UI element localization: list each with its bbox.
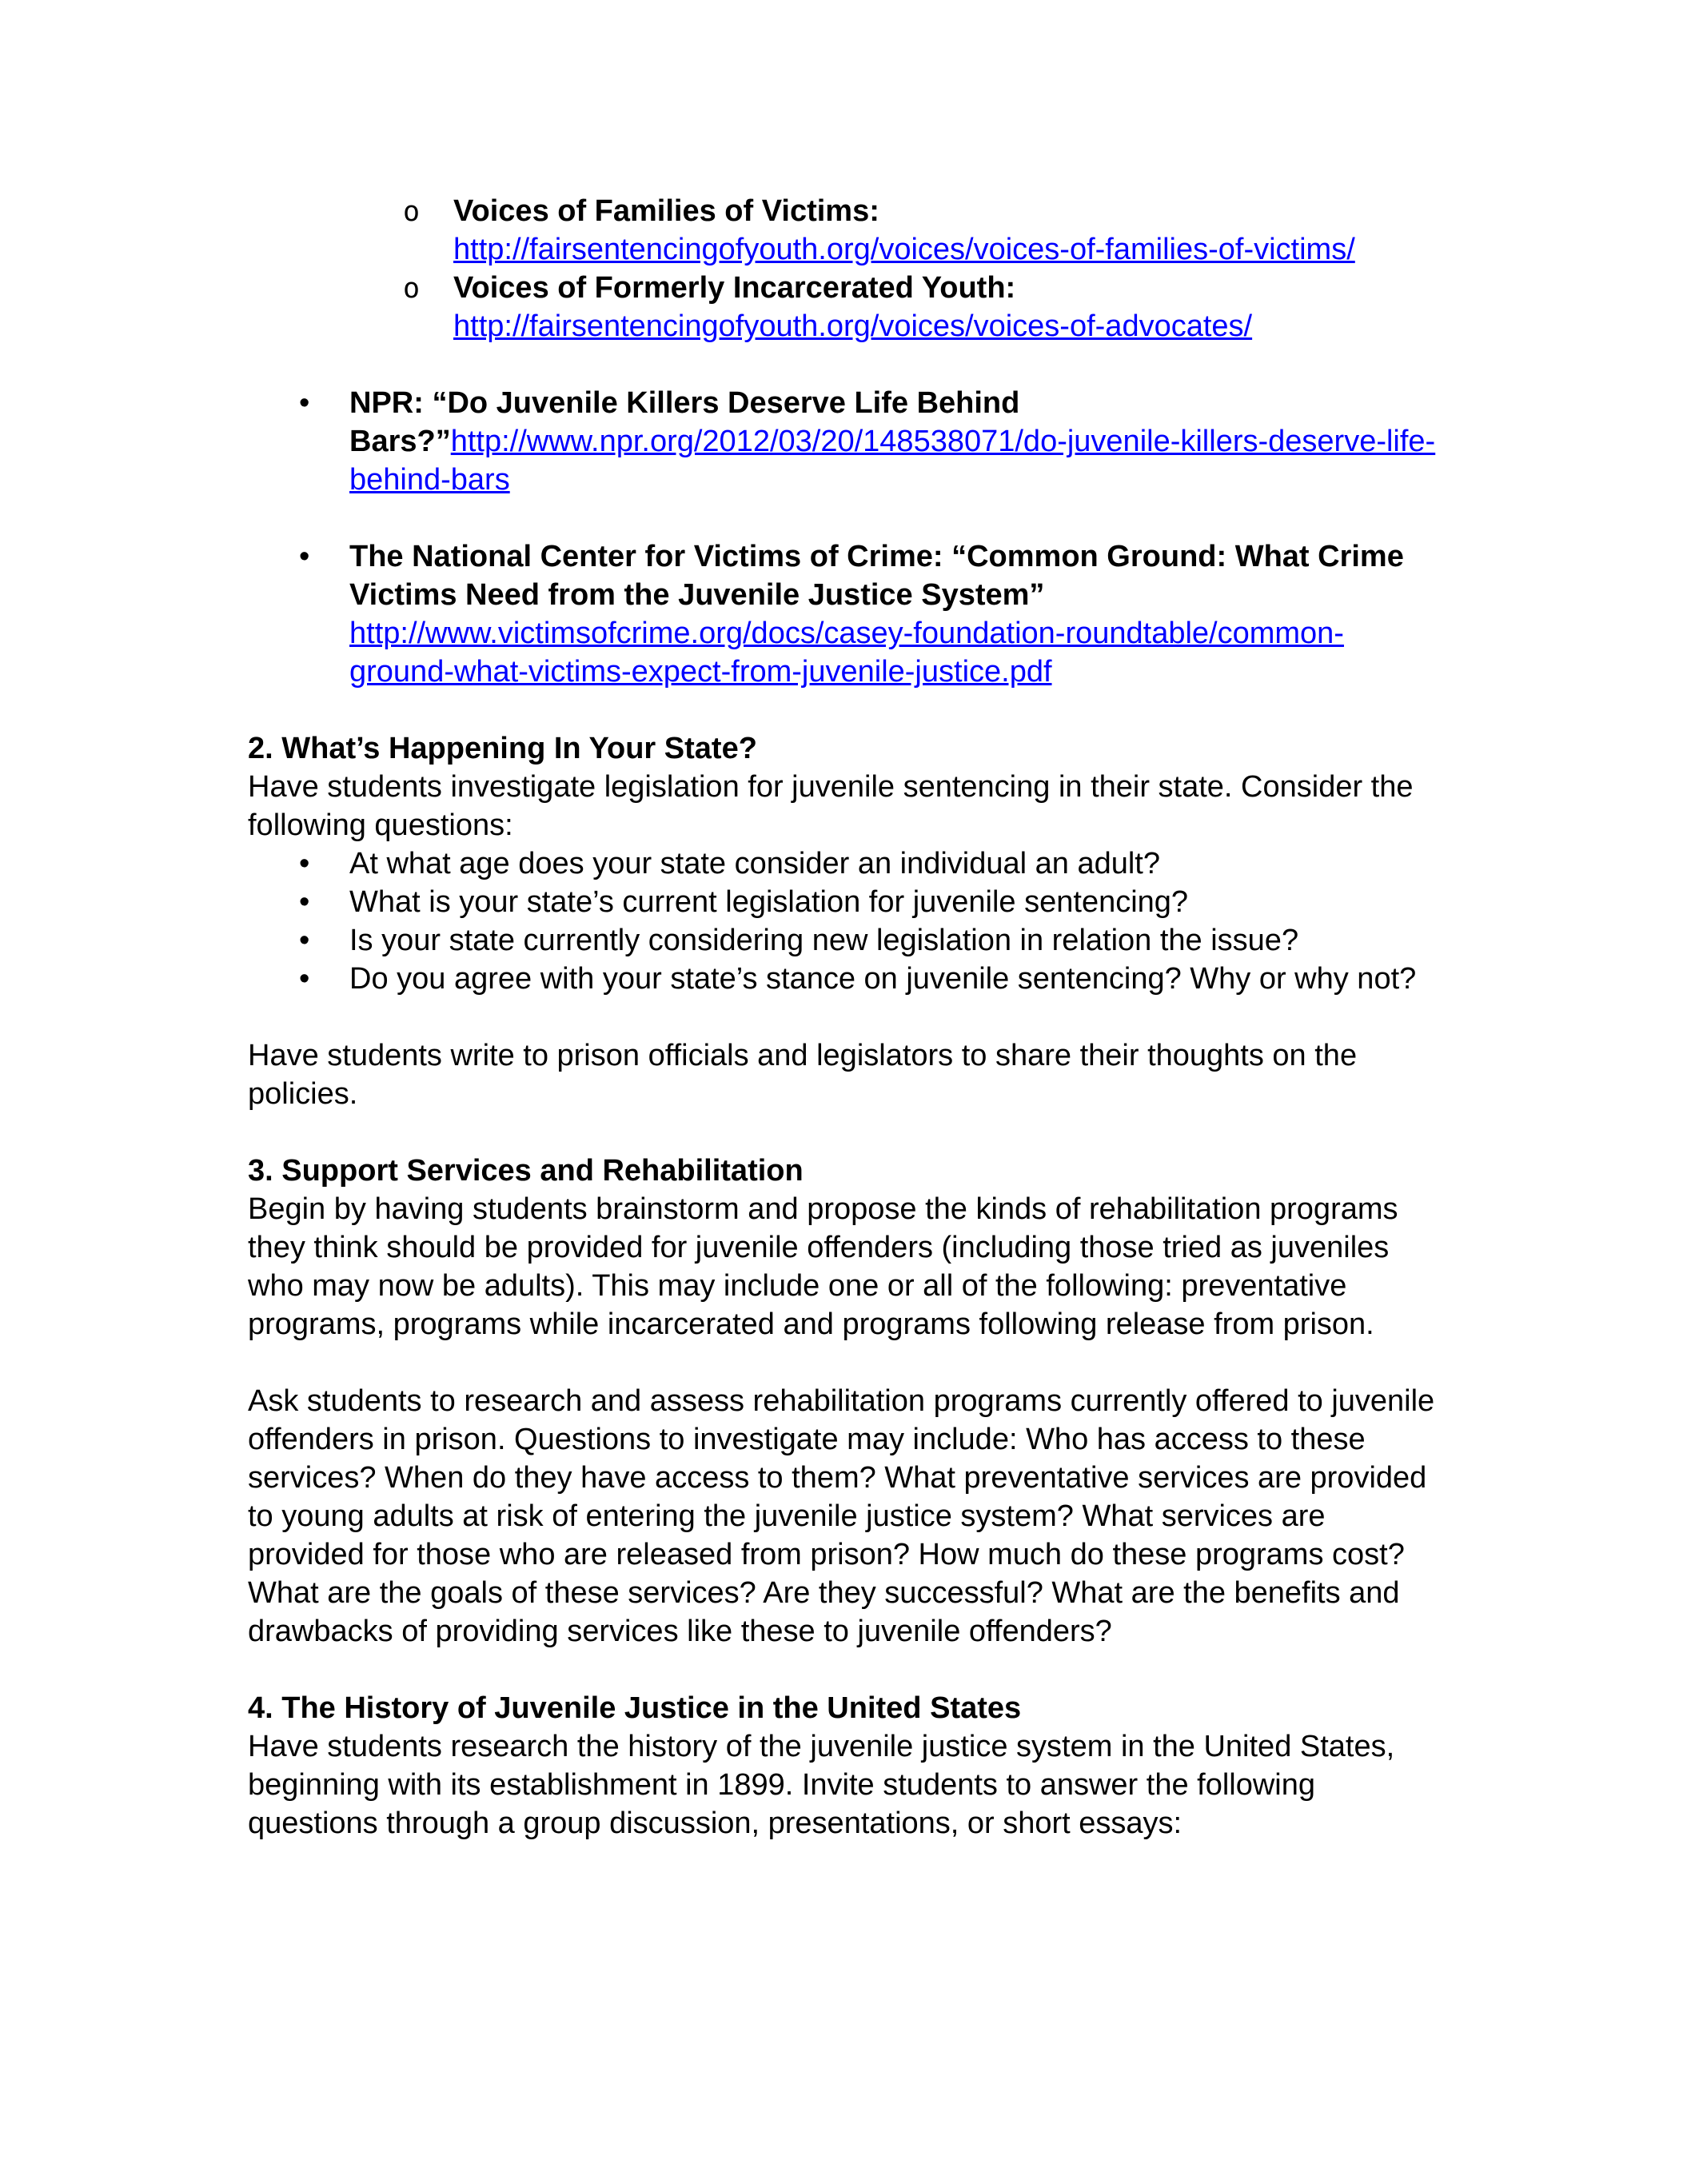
resource-link[interactable]: http://fairsentencingofyouth.org/voices/voices-of-advocates/ xyxy=(453,309,1253,343)
list-item-question xyxy=(248,883,1439,921)
resource-label: Voices of Families of Victims: xyxy=(453,194,879,228)
circle-bullet-marker: o xyxy=(403,196,421,228)
resource-label: The National Center for Victims of Crime: “Common Ground: What Crime Victims Need from the Juvenile Justice System” xyxy=(349,540,1404,612)
resource-label: NPR: “Do Juvenile Killers Deserve Life Behind Bars?” xyxy=(349,386,1020,458)
bullet-marker: • xyxy=(299,386,310,420)
question-text: At what age does your state consider an individual an adult? xyxy=(349,847,1160,880)
question-text: Is your state currently considering new legislation in relation the issue? xyxy=(349,924,1299,957)
section-heading: 2. What’s Happening In Your State? xyxy=(248,732,757,765)
resource-link[interactable]: http://www.npr.org/2012/03/20/148538071/do-juvenile-killers-deserve-life-behind-bars xyxy=(349,425,1436,497)
bullet-marker: • xyxy=(299,847,310,880)
list-item-bullet xyxy=(248,384,1439,499)
bullet-marker: • xyxy=(299,962,310,996)
section-heading: 4. The History of Juvenile Justice in the United States xyxy=(248,1691,1022,1725)
question-text: Do you agree with your state’s stance on juvenile sentencing? Why or why not? xyxy=(349,962,1417,996)
list-item-sub-bullet xyxy=(248,192,1439,269)
circle-bullet-marker: o xyxy=(403,273,421,305)
list-item-sub-bullet xyxy=(248,269,1439,345)
resource-label: Voices of Formerly Incarcerated Youth: xyxy=(453,271,1016,305)
list-item-bullet xyxy=(248,537,1439,691)
list-item-question xyxy=(248,844,1439,883)
section-heading: 3. Support Services and Rehabilitation xyxy=(248,1154,804,1188)
bullet-marker: • xyxy=(299,885,310,919)
list-item-question xyxy=(248,921,1439,960)
resource-link[interactable]: http://fairsentencingofyouth.org/voices/voices-of-families-of-victims/ xyxy=(453,233,1355,266)
bullet-marker: • xyxy=(299,924,310,957)
paragraph: Ask students to research and assess rehabilitation programs currently offered to juvenile offenders in prison. Questions to investigate may include: Who has access to these services? When do they have access to them? What preventative services are provided to young adults at risk of entering the juvenile justice system? What services are provided for those who are released from prison? How much do these programs cost? What are the goals of these services? Are they successful? What are the benefits and drawbacks of providing services like these to juvenile offenders? xyxy=(248,1384,1435,1648)
resource-link[interactable]: http://www.victimsofcrime.org/docs/casey-foundation-roundtable/common-ground-what-victims-expect-from-juvenile-justice.pdf xyxy=(349,617,1344,689)
bullet-marker: • xyxy=(299,540,310,573)
paragraph: Have students investigate legislation for juvenile sentencing in their state. Consider the following questions: xyxy=(248,770,1414,842)
paragraph: Have students research the history of the juvenile justice system in the United States, beginning with its establishment in 1899. Invite students to answer the following questions through a group discussion, presentations, or short essays: xyxy=(248,1730,1395,1840)
list-item-question xyxy=(248,960,1439,998)
paragraph: Have students write to prison officials and legislators to share their thoughts on the policies. xyxy=(248,1039,1358,1111)
paragraph: Begin by having students brainstorm and propose the kinds of rehabilitation programs they think should be provided for juvenile offenders (including those tried as juveniles who may now be adults). This may include one or all of the following: preventative programs, programs while incarcerated and programs following release from prison. xyxy=(248,1192,1398,1341)
question-text: What is your state’s current legislation for juvenile sentencing? xyxy=(349,885,1189,919)
